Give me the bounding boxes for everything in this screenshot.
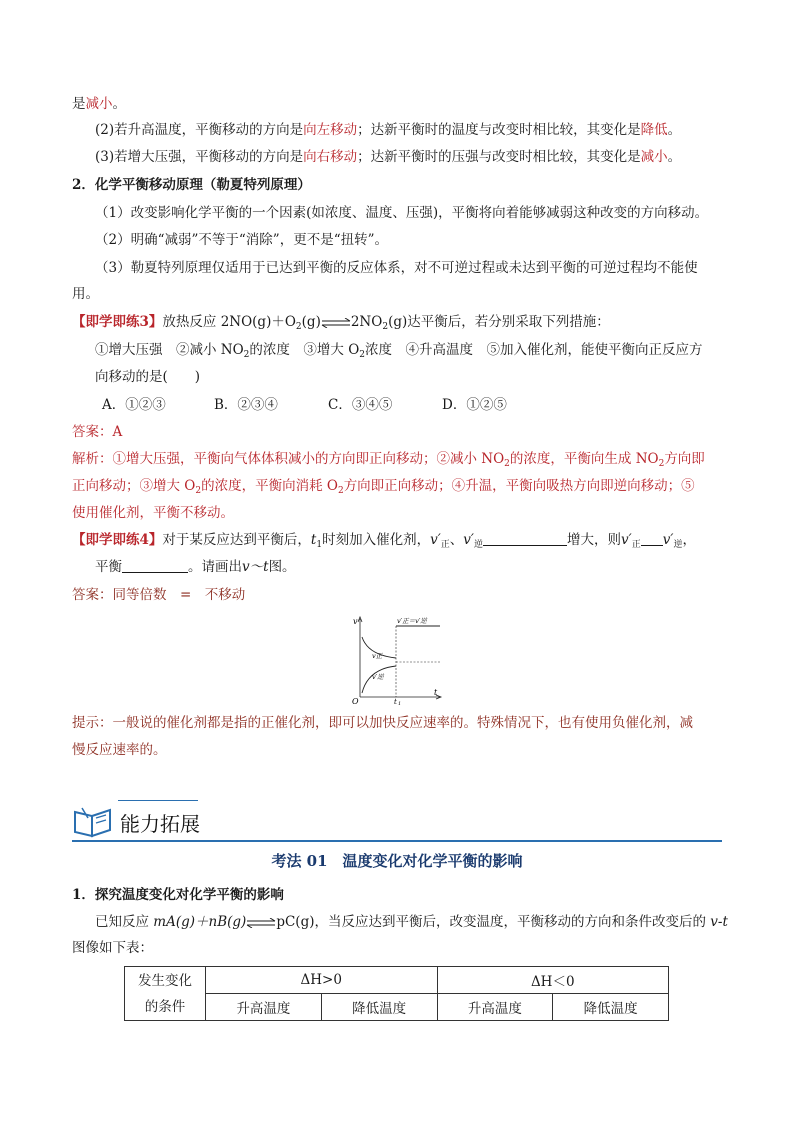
table-cell: 降低温度 (553, 994, 669, 1021)
exercise-tag: 【即学即练4】 (72, 532, 163, 548)
answer-highlight: 减小 (85, 96, 113, 112)
answer: 答案：A (72, 424, 123, 440)
explanation-line: 解析：①增大压强，平衡向气体体积减小的方向即正向移动；②减小 $NO_2$的浓度，平衡向生成 $NO_2$方向即 (72, 451, 705, 469)
answer-highlight: 降低 (640, 122, 668, 138)
axis-label-v: v (353, 617, 358, 626)
book-icon (72, 804, 114, 838)
text-line: （2）明确“减弱”不等于“消除”，更不是“扭转”。 (95, 232, 388, 248)
blank (122, 558, 188, 573)
text-line: (3)若增大压强，平衡移动的方向是向右移动；达新平衡时的压强与改变时相比较，其变化是减小。 (95, 149, 682, 165)
exercise-tag: 【即学即练3】 (72, 314, 163, 330)
v-t-graph (346, 613, 446, 705)
axis-label-t: t (434, 688, 438, 697)
heading: 1．探究温度变化对化学平衡的影响 (72, 887, 284, 903)
exercise-question: 【即学即练3】放热反应 $2NO(g)+O_2(g)$ $2NO_2(g)$达平衡后，若分别采取下列措施： (72, 314, 610, 332)
t1-label: t (394, 698, 397, 705)
text-line: 平衡 。请画出v～t图。 (95, 559, 296, 575)
heading: 2．化学平衡移动原理（勒夏特列原理） (72, 177, 311, 193)
text-line: 用。 (72, 286, 99, 302)
answer-highlight: 向左移动 (303, 122, 358, 138)
choice-c: C．③④⑤ (328, 397, 393, 413)
explanation-line: 使用催化剂，平衡不移动。 (72, 505, 234, 521)
tip-line: 提示：一般说的催化剂都是指的正催化剂，即可以加快反应速率的。特殊情况下，也有使用负催化剂，减 (72, 715, 693, 731)
t1-sub: 1 (398, 701, 402, 705)
table-header-dh-negative: ΔH＜0 (437, 967, 669, 994)
table-header-dh-positive: ΔH>0 (206, 967, 438, 994)
text-line: (2)若升高温度，平衡移动的方向是向左移动；达新平衡时的温度与改变时相比较，其变化是降低。 (95, 122, 682, 138)
exercise-question: 【即学即练4】对于某反应达到平衡后，$t_1$时刻加入催化剂，$v'_正$、$v'_逆$ 增大，则$v'_正$ $v'_逆$， (72, 532, 696, 550)
vn-label: v′逆 (372, 673, 384, 681)
blank (483, 531, 567, 546)
answer-highlight: 减小 (640, 149, 668, 165)
text-line: 向移动的是( ) (95, 369, 201, 385)
table-cell: 降低温度 (321, 994, 437, 1021)
text-line: 已知反应 mA(g)＋nB(g) pC(g)，当反应达到平衡后，改变温度，平衡移动的方向和条件改变后的 v-t (95, 914, 728, 930)
text-line: 是减小。 (72, 96, 126, 112)
answer: 答案：同等倍数 = 不移动 (72, 587, 246, 603)
section-title: 能力拓展 (120, 812, 200, 836)
condition-table (124, 966, 669, 1021)
method-title: 考法 01 温度变化对化学平衡的影响 (271, 852, 523, 870)
explanation-line: 正向移动；③增大 $O_2$的浓度，平衡向消耗 $O_2$方向即正向移动；④升温，平衡向吸热方向即逆向移动；⑤ (72, 478, 695, 496)
equilibrium-arrow-icon (321, 318, 351, 328)
tip-line: 慢反应速率的。 (72, 742, 167, 758)
exercise-options: ①增大压强 ②减小 $NO_2$的浓度 ③增大 $O_2$浓度 ④升高温度 ⑤加入催化剂，能使平衡向正反应方 (95, 342, 703, 360)
choice-a: A．①②③ (102, 397, 166, 413)
table-header-condition: 发生变化 的条件 (125, 967, 206, 1021)
text-line: （1）改变影响化学平衡的一个因素(如浓度、温度、压强)，平衡将向着能够减弱这种改变的方向移动。 (95, 205, 709, 221)
choice-b: B．②③④ (214, 397, 278, 413)
choice-d: D．①②⑤ (442, 397, 507, 413)
text-line: （3）勒夏特列原理仅适用于已达到平衡的反应体系，对不可逆过程或未达到平衡的可逆过程均不能使 (95, 260, 698, 276)
table-cell: 升高温度 (437, 994, 553, 1021)
origin-label: O (352, 697, 359, 705)
answer-highlight: 向右移动 (303, 149, 358, 165)
veq-label: v′正＝v′逆 (397, 617, 427, 625)
vz-label: v正 (372, 652, 383, 660)
text-line: 图像如下表： (72, 940, 153, 956)
table-cell: 升高温度 (206, 994, 322, 1021)
section-header (72, 800, 722, 842)
blank (641, 531, 663, 546)
equilibrium-arrow-icon (246, 918, 276, 928)
